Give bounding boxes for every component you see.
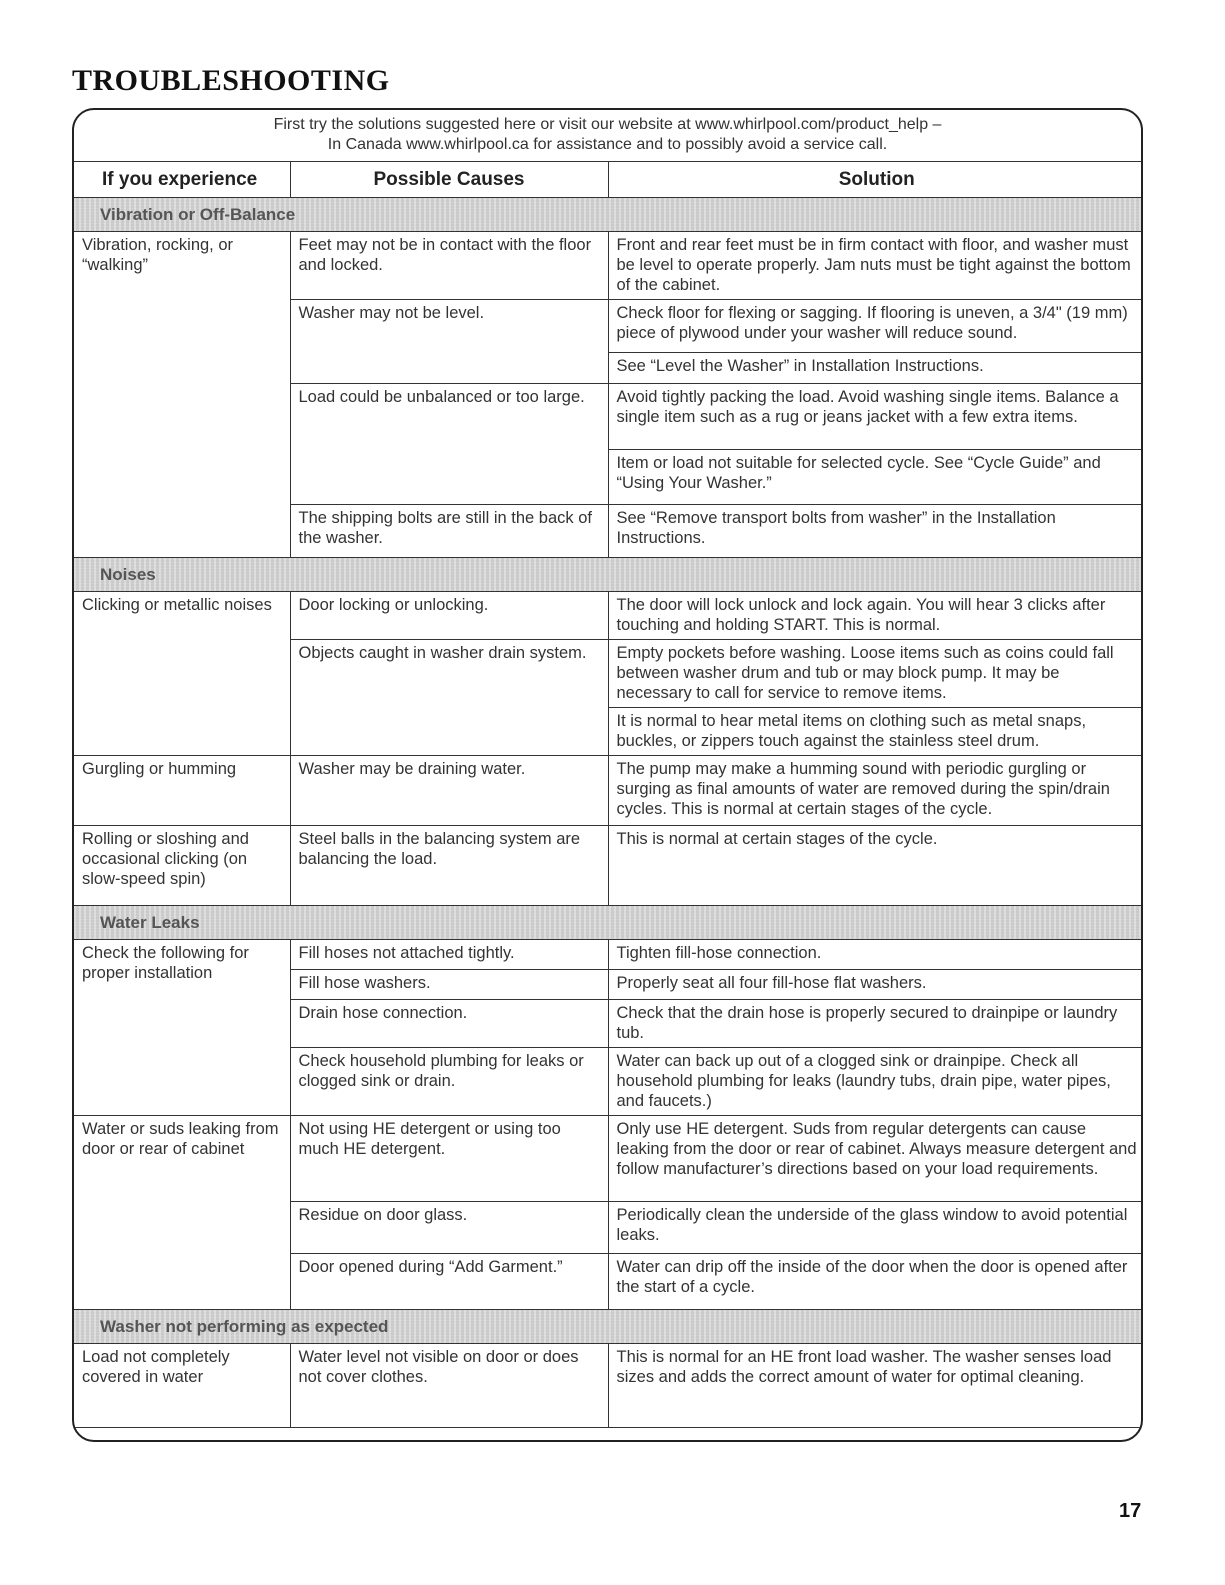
solution-cell: This is normal at certain stages of the cycle. xyxy=(608,826,1143,906)
section-title: Noises xyxy=(74,558,1143,592)
solution-cell: Water can back up out of a clogged sink or drainpipe. Check all household plumbing for leaks (laundry tubs, drain pipe, water pipes, and faucets.) xyxy=(608,1048,1143,1116)
solution-cell: Water can drip off the inside of the door when the door is opened after the start of a cycle. xyxy=(608,1254,1143,1310)
solution-cell: Item or load not suitable for selected cycle. See “Cycle Guide” and “Using Your Washer.” xyxy=(608,450,1143,505)
solution-cell: The door will lock unlock and lock again. You will hear 3 clicks after touching and holding START. This is normal. xyxy=(608,592,1143,640)
experience-cell: Rolling or sloshing and occasional clicking (on slow-speed spin) xyxy=(74,826,290,906)
table-row xyxy=(74,592,1143,640)
cause-cell: Water level not visible on door or does not cover clothes. xyxy=(290,1344,608,1428)
cause-cell: Feet may not be in contact with the floor and locked. xyxy=(290,232,608,300)
section-title: Vibration or Off-Balance xyxy=(74,198,1143,232)
cause-cell: Door locking or unlocking. xyxy=(290,592,608,640)
section-header-vibration xyxy=(74,198,1143,232)
solution-cell: Tighten fill-hose connection. xyxy=(608,940,1143,970)
experience-cell: Check the following for proper installation xyxy=(74,940,290,1116)
section-header-performing xyxy=(74,1310,1143,1344)
cause-cell: Drain hose connection. xyxy=(290,1000,608,1048)
table-header-row xyxy=(74,162,1143,198)
experience-cell: Clicking or metallic noises xyxy=(74,592,290,756)
solution-cell: Empty pockets before washing. Loose items such as coins could fall between washer drum and tub or may block pump. It may be necessary to call for service to remove items. xyxy=(608,640,1143,708)
section-title: Water Leaks xyxy=(74,906,1143,940)
intro-text xyxy=(74,110,1141,161)
solution-cell: Front and rear feet must be in firm contact with floor, and washer must be level to operate properly. Jam nuts must be tight against the bottom of the cabinet. xyxy=(608,232,1143,300)
cause-cell: Fill hoses not attached tightly. xyxy=(290,940,608,970)
experience-cell: Gurgling or humming xyxy=(74,756,290,826)
cause-cell: The shipping bolts are still in the back of the washer. xyxy=(290,505,608,558)
experience-cell: Vibration, rocking, or “walking” xyxy=(74,232,290,558)
cause-cell: Objects caught in washer drain system. xyxy=(290,640,608,756)
solution-cell: This is normal for an HE front load washer. The washer senses load sizes and adds the correct amount of water for optimal cleaning. xyxy=(608,1344,1143,1428)
header-experience: If you experience xyxy=(74,162,290,198)
header-solution: Solution xyxy=(608,162,1143,198)
table-row xyxy=(74,1116,1143,1202)
solution-cell: See “Remove transport bolts from washer” in the Installation Instructions. xyxy=(608,505,1143,558)
cause-cell: Load could be unbalanced or too large. xyxy=(290,384,608,505)
solution-cell: See “Level the Washer” in Installation Instructions. xyxy=(608,353,1143,384)
table-row xyxy=(74,1344,1143,1428)
cause-cell: Fill hose washers. xyxy=(290,970,608,1000)
table-row xyxy=(74,940,1143,970)
page-title: TROUBLESHOOTING xyxy=(72,64,390,97)
solution-cell: Properly seat all four fill-hose flat washers. xyxy=(608,970,1143,1000)
solution-cell: Avoid tightly packing the load. Avoid washing single items. Balance a single item such as a rug or jeans jacket with a few extra items. xyxy=(608,384,1143,450)
cause-cell: Check household plumbing for leaks or clogged sink or drain. xyxy=(290,1048,608,1116)
page-number: 17 xyxy=(1119,1500,1142,1522)
table-row xyxy=(74,756,1143,826)
intro-line-1: First try the solutions suggested here or visit our website at www.whirlpool.com/product_help – xyxy=(273,116,942,133)
solution-cell: Check that the drain hose is properly secured to drainpipe or laundry tub. xyxy=(608,1000,1143,1048)
cause-cell: Not using HE detergent or using too much HE detergent. xyxy=(290,1116,608,1202)
table-row xyxy=(74,232,1143,300)
header-causes: Possible Causes xyxy=(290,162,608,198)
table-row xyxy=(74,826,1143,906)
section-header-noises xyxy=(74,558,1143,592)
cause-cell: Washer may be draining water. xyxy=(290,756,608,826)
solution-cell: It is normal to hear metal items on clothing such as metal snaps, buckles, or zippers touch against the stainless steel drum. xyxy=(608,708,1143,756)
solution-cell: Check floor for flexing or sagging. If flooring is uneven, a 3/4" (19 mm) piece of plywood under your washer will reduce sound. xyxy=(608,300,1143,353)
experience-cell: Water or suds leaking from door or rear of cabinet xyxy=(74,1116,290,1310)
troubleshooting-panel xyxy=(72,108,1143,1442)
cause-cell: Washer may not be level. xyxy=(290,300,608,384)
intro-line-2: In Canada www.whirlpool.ca for assistance and to possibly avoid a service call. xyxy=(327,136,888,153)
cause-cell: Door opened during “Add Garment.” xyxy=(290,1254,608,1310)
solution-cell: Periodically clean the underside of the glass window to avoid potential leaks. xyxy=(608,1202,1143,1254)
section-header-water-leaks xyxy=(74,906,1143,940)
cause-cell: Residue on door glass. xyxy=(290,1202,608,1254)
troubleshooting-table xyxy=(74,161,1143,1428)
experience-cell: Load not completely covered in water xyxy=(74,1344,290,1428)
solution-cell: The pump may make a humming sound with periodic gurgling or surging as final amounts of water are removed during the spin/drain cycles. This is normal at certain stages of the cycle. xyxy=(608,756,1143,826)
cause-cell: Steel balls in the balancing system are balancing the load. xyxy=(290,826,608,906)
solution-cell: Only use HE detergent. Suds from regular detergents can cause leaking from the door or rear of cabinet. Always measure detergent and follow manufacturer’s directions based on your load requirements. xyxy=(608,1116,1143,1202)
section-title: Washer not performing as expected xyxy=(74,1310,1143,1344)
